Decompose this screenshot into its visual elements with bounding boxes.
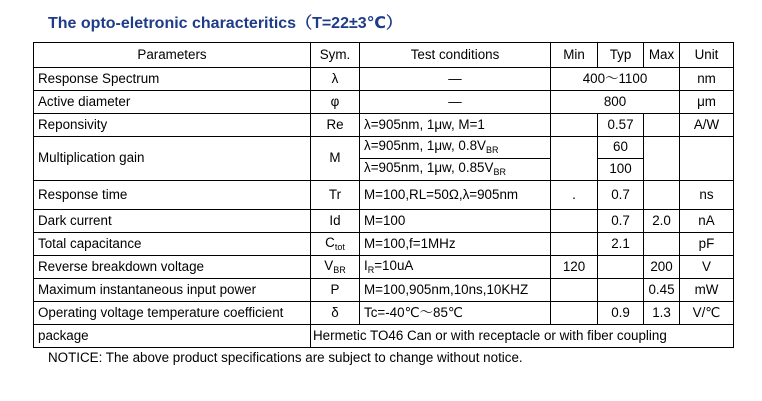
unit-cell: mW bbox=[680, 279, 734, 302]
sym-cell: φ bbox=[311, 91, 360, 114]
unit-cell: pF bbox=[680, 233, 734, 256]
header-row bbox=[34, 43, 734, 68]
test-cell: M=100,RL=50Ω,λ=905nm bbox=[360, 181, 551, 210]
typ-cell bbox=[598, 256, 644, 279]
header-test-conditions: Test conditions bbox=[360, 43, 551, 68]
min-cell: . bbox=[551, 181, 598, 210]
unit-cell: V bbox=[680, 256, 734, 279]
test-cell: — bbox=[360, 91, 551, 114]
param-responsivity: Reponsivity bbox=[34, 114, 311, 137]
header-typ: Typ bbox=[598, 43, 644, 68]
min-cell bbox=[551, 233, 598, 256]
test-cell: M=100 bbox=[360, 210, 551, 233]
param-multiplication-gain: Multiplication gain bbox=[34, 137, 311, 181]
unit-cell: μm bbox=[680, 91, 734, 114]
typ-cell: 0.7 bbox=[598, 181, 644, 210]
sym-cell: $V_{BR}$ bbox=[311, 256, 360, 279]
sym-cell: M bbox=[311, 137, 360, 181]
typ-cell: 100 bbox=[598, 159, 644, 181]
max-cell bbox=[644, 137, 680, 181]
table-row bbox=[34, 68, 734, 91]
typ-cell: 2.1 bbox=[598, 233, 644, 256]
table-row bbox=[34, 325, 734, 348]
spectrum-range-cell: 400～1100 bbox=[551, 68, 680, 91]
header-sym: Sym. bbox=[311, 43, 360, 68]
test-cell: $I_R=10uA$ bbox=[360, 256, 551, 279]
param-active-diameter: Active diameter bbox=[34, 91, 311, 114]
max-cell bbox=[644, 233, 680, 256]
max-cell bbox=[644, 181, 680, 210]
unit-cell bbox=[680, 137, 734, 181]
header-parameters: Parameters bbox=[34, 43, 311, 68]
header-unit: Unit bbox=[680, 43, 734, 68]
max-cell: 0.45 bbox=[644, 279, 680, 302]
min-cell bbox=[551, 302, 598, 325]
typ-cell: 60 bbox=[598, 137, 644, 159]
min-cell bbox=[551, 210, 598, 233]
param-response-spectrum: Response Spectrum bbox=[34, 68, 311, 91]
typ-cell: 0.7 bbox=[598, 210, 644, 233]
param-reverse-breakdown-voltage: Reverse breakdown voltage bbox=[34, 256, 311, 279]
unit-cell: A/W bbox=[680, 114, 734, 137]
table-row bbox=[34, 137, 734, 159]
param-voltage-temp-coefficient: Operating voltage temperature coefficient bbox=[34, 302, 311, 325]
min-cell bbox=[551, 279, 598, 302]
test-cell: λ=905nm, 1μw, $0.8V_{BR}$ bbox=[360, 137, 551, 159]
test-cell: M=100,905nm,10ns,10KHZ bbox=[360, 279, 551, 302]
table-row bbox=[34, 181, 734, 210]
min-cell bbox=[551, 137, 598, 181]
unit-cell: nm bbox=[680, 68, 734, 91]
sym-cell: δ bbox=[311, 302, 360, 325]
table-row bbox=[34, 279, 734, 302]
min-cell: 120 bbox=[551, 256, 598, 279]
typ-cell bbox=[598, 279, 644, 302]
param-response-time: Response time bbox=[34, 181, 311, 210]
spec-table bbox=[33, 42, 734, 348]
max-cell bbox=[644, 114, 680, 137]
table-row bbox=[34, 233, 734, 256]
sym-cell: $C_{tot}$ bbox=[311, 233, 360, 256]
test-cell: M=100,f=1MHz bbox=[360, 233, 551, 256]
sym-cell: λ bbox=[311, 68, 360, 91]
test-cell: λ=905nm, 1μw, M=1 bbox=[360, 114, 551, 137]
header-max: Max bbox=[644, 43, 680, 68]
min-cell bbox=[551, 114, 598, 137]
max-cell: 200 bbox=[644, 256, 680, 279]
max-cell: 1.3 bbox=[644, 302, 680, 325]
sym-cell: Tr bbox=[311, 181, 360, 210]
sym-cell: Id bbox=[311, 210, 360, 233]
typ-cell: 0.57 bbox=[598, 114, 644, 137]
sym-cell: P bbox=[311, 279, 360, 302]
table-row bbox=[34, 302, 734, 325]
unit-cell: ns bbox=[680, 181, 734, 210]
header-min: Min bbox=[551, 43, 598, 68]
test-cell: Tc=-40℃～85℃ bbox=[360, 302, 551, 325]
max-cell: 2.0 bbox=[644, 210, 680, 233]
notice-text: NOTICE: The above product specifications are subject to change without notice. bbox=[48, 350, 523, 365]
param-package: package bbox=[34, 325, 311, 348]
page-title: The opto-eletronic characteritics（T=22±3℃） bbox=[48, 15, 403, 32]
typ-cell: 0.9 bbox=[598, 302, 644, 325]
unit-cell: nA bbox=[680, 210, 734, 233]
param-max-input-power: Maximum instantaneous input power bbox=[34, 279, 311, 302]
test-cell: λ=905nm, 1μw, $0.85V_{BR}$ bbox=[360, 159, 551, 181]
package-value-cell: Hermetic TO46 Can or with receptacle or with fiber coupling bbox=[311, 325, 734, 348]
param-dark-current: Dark current bbox=[34, 210, 311, 233]
typ-cell: 800 bbox=[551, 91, 680, 114]
table-row bbox=[34, 256, 734, 279]
table-row bbox=[34, 210, 734, 233]
table-row bbox=[34, 91, 734, 114]
param-total-capacitance: Total capacitance bbox=[34, 233, 311, 256]
test-cell: — bbox=[360, 68, 551, 91]
table-row bbox=[34, 114, 734, 137]
sym-cell: Re bbox=[311, 114, 360, 137]
unit-cell: V/℃ bbox=[680, 302, 734, 325]
